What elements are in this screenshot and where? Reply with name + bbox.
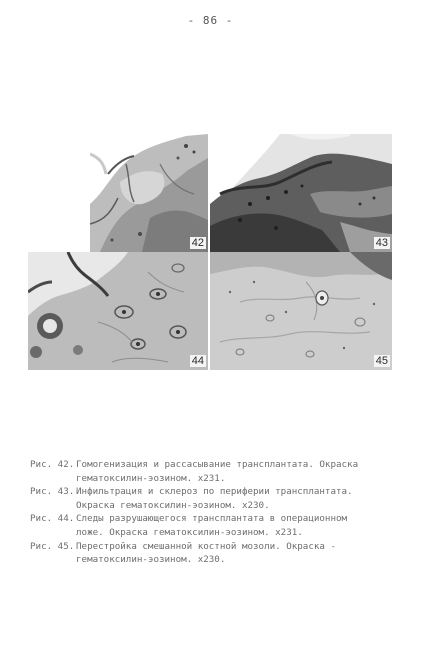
figure-plate [28,134,392,370]
figure-42-image [90,134,208,252]
caption-line: Следы разрушающегося трансплантата в операционном [76,513,348,525]
caption-label: Рис. 45. [30,540,75,552]
caption-text [76,512,400,539]
figure-43-label: 43 [375,237,388,249]
figure-43-image [210,134,392,252]
caption-line: Гомогенизация и рассасывание трансплантата. Окраска [76,459,359,470]
caption-45 [30,540,400,567]
figure-44-image [28,252,208,370]
figure-45-image [210,252,392,370]
caption-line: Перестройка смешанной костной мозоли. Окраска - [76,540,336,552]
figure-44-label: 44 [191,355,204,367]
figure-captions [30,458,400,567]
caption-line: гематоксилин-эозином. х231. [76,472,226,484]
page-number: - 86 - [187,14,234,27]
caption-line: Окраска гематоксилин-эозином. х230. [76,499,270,511]
caption-text [76,458,400,485]
figure-45-micrograph [210,252,392,370]
caption-label: Рис. 42. [30,459,75,470]
caption-text [76,540,400,567]
caption-label: Рис. 43. [30,486,75,498]
figure-44-micrograph [28,252,208,370]
caption-line: гематоксилин-эозином. х230. [76,554,226,566]
caption-line: ложе. Окраска гематоксилин-эозином. х231. [76,526,303,538]
figure-43-micrograph [210,134,392,252]
caption-label: Рис. 44. [30,513,75,525]
figure-42-micrograph [90,134,208,252]
caption-44 [30,512,400,539]
caption-text [76,485,400,512]
caption-42 [30,458,400,485]
figure-42-label: 42 [191,237,204,249]
caption-43 [30,485,400,512]
caption-line: Инфильтрация и склероз по периферии трансплантата. [76,486,353,498]
figure-45-label: 45 [375,355,388,367]
